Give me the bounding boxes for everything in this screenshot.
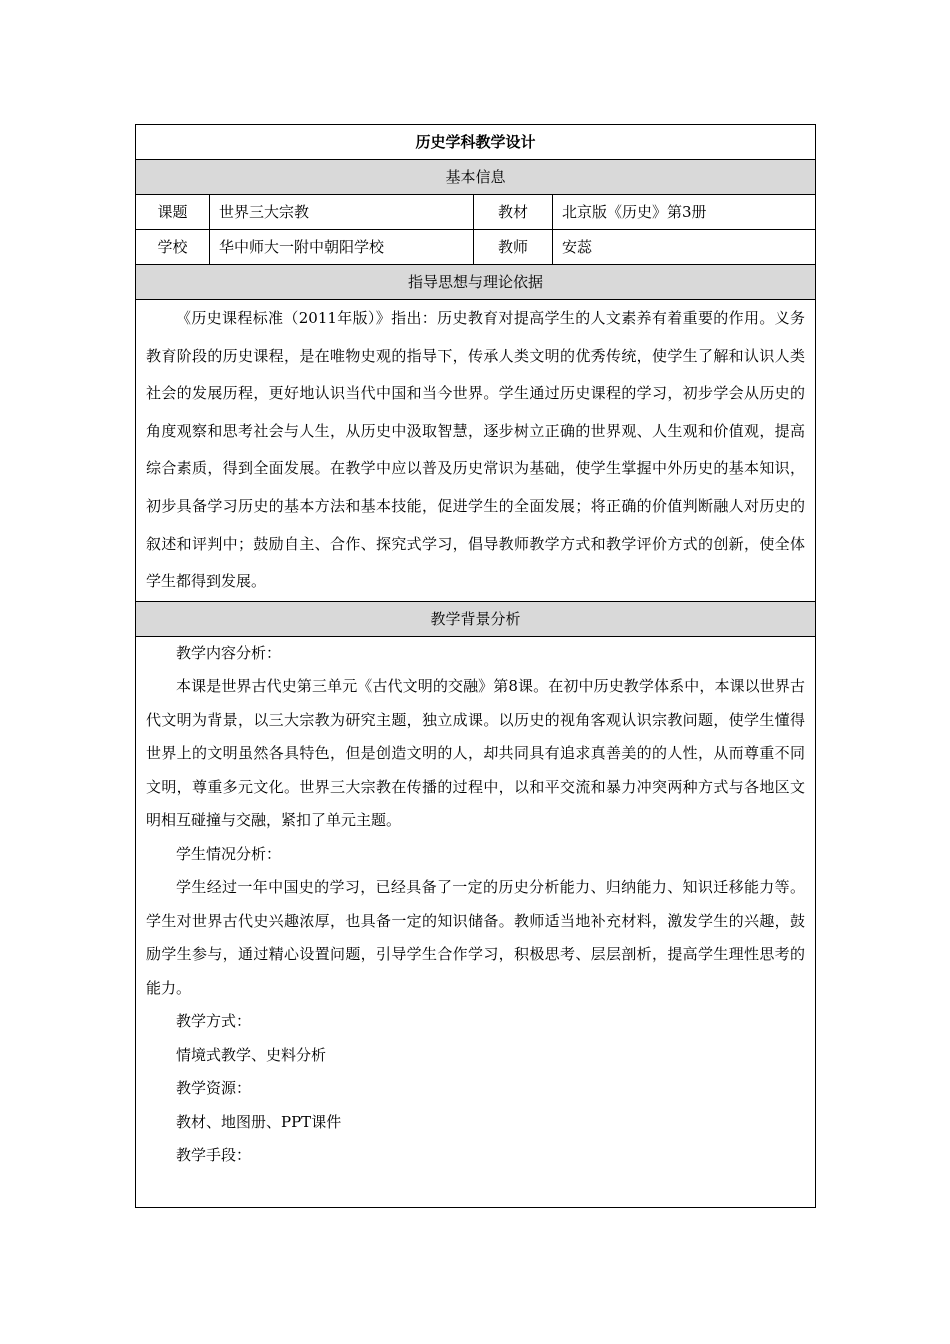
section-header-basic-info: 基本信息: [136, 160, 816, 195]
topic-value: 世界三大宗教: [210, 195, 474, 230]
teaching-resource-text: 教材、地图册、PPT课件: [176, 1112, 342, 1131]
guiding-content: [136, 300, 816, 602]
section-header-guiding: 指导思想与理论依据: [136, 265, 816, 300]
guiding-paragraph: 《历史课程标准（2011年版）》指出：历史教育对提高学生的人文素养有着重要的作用。义务教育阶段的历史课程，是在唯物史观的指导下，传承人类文明的优秀传统，使学生了解和认识人类社会的发展历程，更好地认识当代中国和当今世界。学生通过历史课程的学习，初步学会从历史的角度观察和思考社会与人生，从历史中汲取智慧，逐步树立正确的世界观、人生观和价值观，提高综合素质，得到全面发展。在教学中应以普及历史常识为基础，使学生掌握中外历史的基本知识，初步具备学习历史的基本方法和基本技能，促进学生的全面发展；将正确的价值判断融人对历史的叙述和评判中；鼓励自主、合作、探究式学习，倡导教师教学方式和教学评价方式的创新，使全体学生都得到发展。: [146, 309, 806, 591]
section-header-background: 教学背景分析: [136, 601, 816, 636]
content-analysis-text: 本课是世界古代史第三单元《古代文明的交融》第8课。在初中历史教学体系中，本课以世界古代文明为背景，以三大宗教为研究主题，独立成课。以历史的视角客观认识宗教问题，使学生懂得世界上的文明虽然各具特色，但是创造文明的人，却共同具有追求真善美的的人性，从而尊重不同文明，尊重多元文化。世界三大宗教在传播的过程中，以和平交流和暴力冲突两种方式与各地区文明相互碰撞与交融，紧扣了单元主题。: [146, 677, 806, 830]
student-analysis-text: 学生经过一年中国史的学习，已经具备了一定的历史分析能力、归纳能力、知识迁移能力等。学生对世界古代史兴趣浓厚，也具备一定的知识储备。教师适当地补充材料，激发学生的兴趣，鼓励学生参与，通过精心设置问题，引导学生合作学习，积极思考、层层剖析，提高学生理性思考的能力。: [146, 878, 806, 997]
topic-label: 课题: [136, 195, 210, 230]
teacher-value: 安蕊: [553, 230, 816, 265]
textbook-value: 北京版《历史》第3册: [553, 195, 816, 230]
teaching-method-text: 情境式教学、史料分析: [176, 1045, 327, 1064]
teaching-resource-heading: 教学资源：: [176, 1079, 252, 1098]
teaching-method-heading: 教学方式：: [176, 1012, 252, 1031]
background-content: [136, 636, 816, 1207]
teaching-means-heading: 教学手段：: [176, 1146, 252, 1165]
content-analysis-heading: 教学内容分析：: [176, 643, 282, 662]
school-label: 学校: [136, 230, 210, 265]
school-value: 华中师大一附中朝阳学校: [210, 230, 474, 265]
textbook-label: 教材: [474, 195, 553, 230]
teacher-label: 教师: [474, 230, 553, 265]
student-analysis-heading: 学生情况分析：: [176, 844, 282, 863]
document-title: 历史学科教学设计: [136, 125, 816, 160]
lesson-plan-table: [135, 124, 816, 1208]
